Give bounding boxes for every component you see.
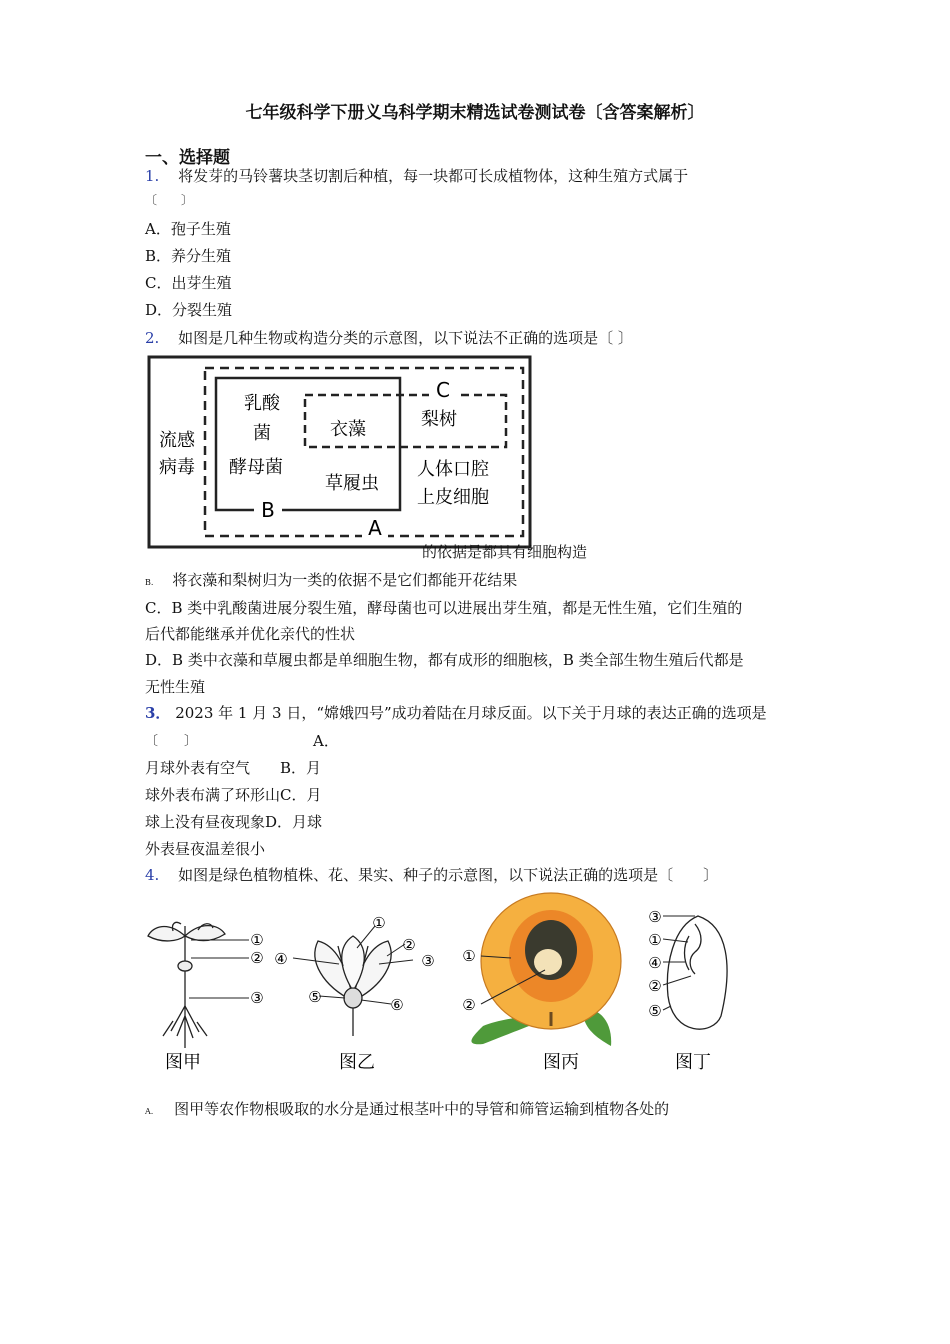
question-text: 如图是绿色植物植株、花、果实、种子的示意图，以下说法正确的选项是〔 〕: [178, 866, 719, 884]
pear-tree-label: 梨树: [421, 409, 457, 430]
label-a: A: [368, 516, 382, 540]
marker-1: ①: [462, 947, 476, 965]
option-d: D．分裂生殖: [145, 301, 233, 319]
chlamydomonas-label: 衣藻: [330, 419, 366, 440]
page-title: 七年级科学下册义乌科学期末精选试卷测试卷〔含答案解析〕: [245, 103, 705, 123]
option-line: 外表昼夜温差很小: [145, 840, 266, 858]
virus-label: 病毒: [159, 457, 195, 478]
option-c-cont: 后代都能继承并优化亲代的性状: [145, 625, 356, 643]
peach-drawing: [471, 893, 621, 1046]
marker-5: ⑤: [648, 1002, 662, 1020]
question-number: 3．: [145, 704, 171, 722]
pointer: [319, 996, 345, 998]
marker-1: ①: [250, 931, 264, 949]
marker-1: ①: [648, 931, 662, 949]
option-b: B. 将衣藻和梨树归为一类的依据不是它们都能开花结果: [145, 571, 518, 589]
yeast-label: 酵母菌: [229, 457, 283, 478]
marker-2: ②: [250, 949, 264, 967]
question-number: 1.: [145, 167, 160, 185]
marker-3: ③: [421, 952, 435, 970]
option-d-cont: 无性生殖: [145, 678, 206, 696]
option-a: A．孢子生殖: [145, 220, 231, 238]
option-b: B．养分生殖: [145, 247, 232, 265]
paramecium-label: 草履虫: [325, 473, 379, 494]
marker-2: ②: [648, 977, 662, 995]
plant-diagrams: [143, 886, 731, 1082]
option-a-label: A．: [313, 732, 339, 750]
caption-bing: 图丙: [543, 1052, 579, 1073]
caption-yi: 图乙: [339, 1052, 375, 1073]
question-number: 2.: [145, 329, 160, 347]
question-number: 4.: [145, 866, 160, 884]
question-2: [145, 327, 633, 348]
caption-jia: 图甲: [165, 1052, 201, 1073]
virus-label: 流感: [159, 430, 195, 451]
marker-5: ⑤: [308, 988, 322, 1006]
question-1: [145, 165, 688, 186]
marker-3: ③: [250, 989, 264, 1007]
answer-paren: 〔 〕: [145, 734, 198, 749]
marker-4: ④: [648, 954, 662, 972]
marker-6: ⑥: [390, 996, 404, 1014]
question-4: [145, 864, 718, 885]
option-a-tail: 的依据是都具有细胞构造: [422, 543, 588, 561]
marker-1: ①: [372, 914, 386, 932]
option-d: D．B 类中衣藻和草履虫都是单细胞生物，都有成形的细胞核，B 类全部生物生殖后代都是: [145, 651, 744, 669]
lactobacillus-label: 菌: [253, 423, 271, 444]
flower-drawing: [315, 936, 391, 1036]
seed-drawing: [667, 916, 727, 1029]
marker-3: ③: [648, 908, 662, 926]
lactobacillus-label: 乳酸: [244, 393, 280, 414]
oral-cell-label: 人体口腔: [417, 459, 489, 480]
option-line: 月球外表有空气 B．月: [145, 759, 322, 777]
pointer: [361, 1000, 391, 1004]
option-line: 球上没有昼夜现象D．月球: [145, 813, 323, 831]
marker-2: ②: [462, 996, 476, 1014]
marker-2: ②: [402, 936, 416, 954]
marker-4: ④: [274, 950, 288, 968]
label-c: C: [436, 378, 450, 402]
label-b: B: [261, 498, 275, 522]
question-text: 2023 年 1 月 3 日，“嫦娥四号”成功着陆在月球反面。以下关于月球的表达正确的选项是: [175, 704, 767, 722]
option-c: C．出芽生殖: [145, 274, 232, 292]
classification-diagram: [143, 351, 536, 553]
option-line: 球外表布满了环形山C．月: [145, 786, 322, 804]
section-heading: 一、选择题: [145, 148, 230, 168]
pointer: [663, 1006, 671, 1010]
question-text: 将发芽的马铃薯块茎切割后种植，每一块都可长成植物体，这种生殖方式属于: [178, 167, 689, 185]
answer-paren: 〔 〕: [145, 193, 194, 207]
question-3: [145, 702, 767, 723]
question-text: 如图是几种生物或构造分类的示意图，以下说法不正确的选项是〔 〕: [178, 329, 633, 347]
seedling-drawing: [148, 922, 225, 1048]
q4-option-a: A. 图甲等农作物根吸取的水分是通过根茎叶中的导管和筛管运输到植物各处的: [145, 1100, 670, 1118]
oral-cell-label: 上皮细胞: [417, 487, 489, 508]
caption-ding: 图丁: [675, 1052, 711, 1073]
option-c: C．B 类中乳酸菌进展分裂生殖，酵母菌也可以进展出芽生殖，都是无性生殖，它们生殖的: [145, 599, 743, 617]
